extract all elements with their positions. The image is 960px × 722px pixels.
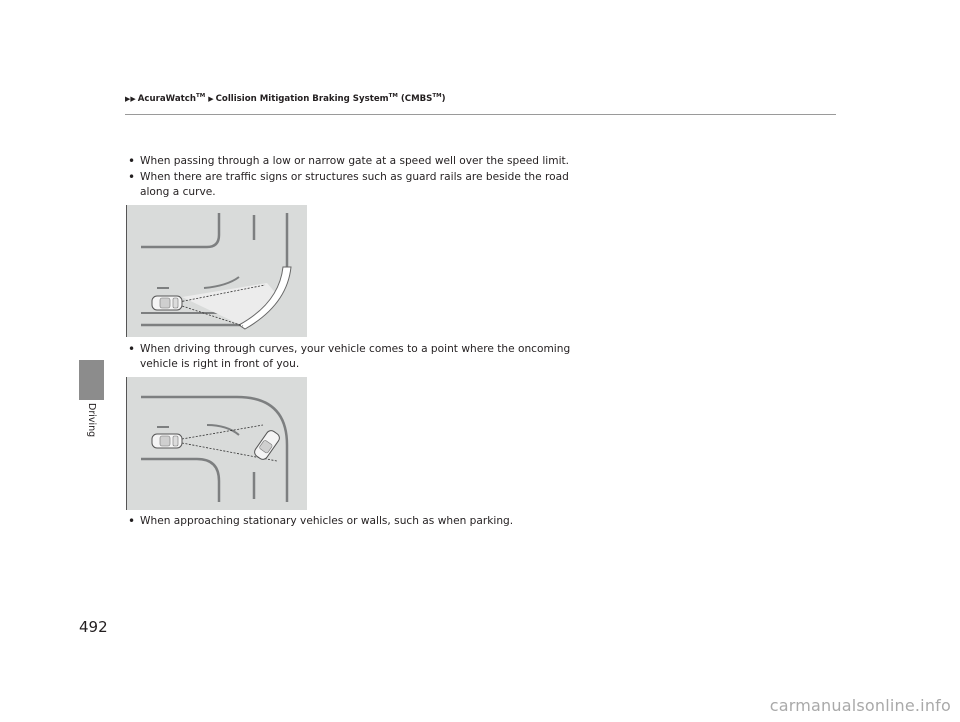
section-label: Driving bbox=[86, 403, 97, 438]
section-tab-marker bbox=[79, 360, 104, 400]
bullet-item-4 bbox=[128, 514, 580, 529]
illustration-oncoming-vehicle-curve bbox=[126, 377, 307, 510]
bullet-dot-icon: • bbox=[128, 514, 136, 528]
bullet-item-3 bbox=[128, 342, 580, 372]
oncoming-vehicle-curve-diagram bbox=[127, 377, 307, 510]
breadcrumb bbox=[125, 93, 446, 104]
bullet-text: When driving through curves, your vehicle comes to a point where the oncoming vehicle is right in front of you. bbox=[140, 343, 571, 370]
bullet-dot-icon: • bbox=[128, 154, 136, 168]
bullet-dot-icon: • bbox=[128, 342, 136, 356]
bullet-text: When approaching stationary vehicles or walls, such as when parking. bbox=[140, 515, 514, 527]
watermark: carmanualsonline.info bbox=[769, 696, 951, 715]
bullet-text: When there are traffic signs or structures such as guard rails are beside the road along a curve. bbox=[140, 171, 569, 198]
bullet-item-2 bbox=[128, 170, 580, 200]
bullet-item-1 bbox=[128, 154, 580, 169]
guard-rail-curve-diagram bbox=[127, 205, 307, 337]
page-number: 492 bbox=[79, 618, 108, 636]
arrow-icon: ▶ bbox=[208, 94, 214, 103]
bullet-text: When passing through a low or narrow gate at a speed well over the speed limit. bbox=[140, 155, 570, 167]
breadcrumb-acurawatch[interactable]: AcuraWatch™ bbox=[137, 93, 206, 104]
breadcrumb-cmbs[interactable]: Collision Mitigation Braking System™ (CMBS™) bbox=[215, 93, 446, 104]
bullet-dot-icon: • bbox=[128, 170, 136, 184]
illustration-guard-rail-curve bbox=[126, 205, 307, 337]
car-icon bbox=[152, 434, 182, 448]
double-arrow-icon: ▶▶ bbox=[125, 94, 136, 103]
car-icon bbox=[152, 296, 182, 310]
header-divider bbox=[125, 114, 836, 115]
